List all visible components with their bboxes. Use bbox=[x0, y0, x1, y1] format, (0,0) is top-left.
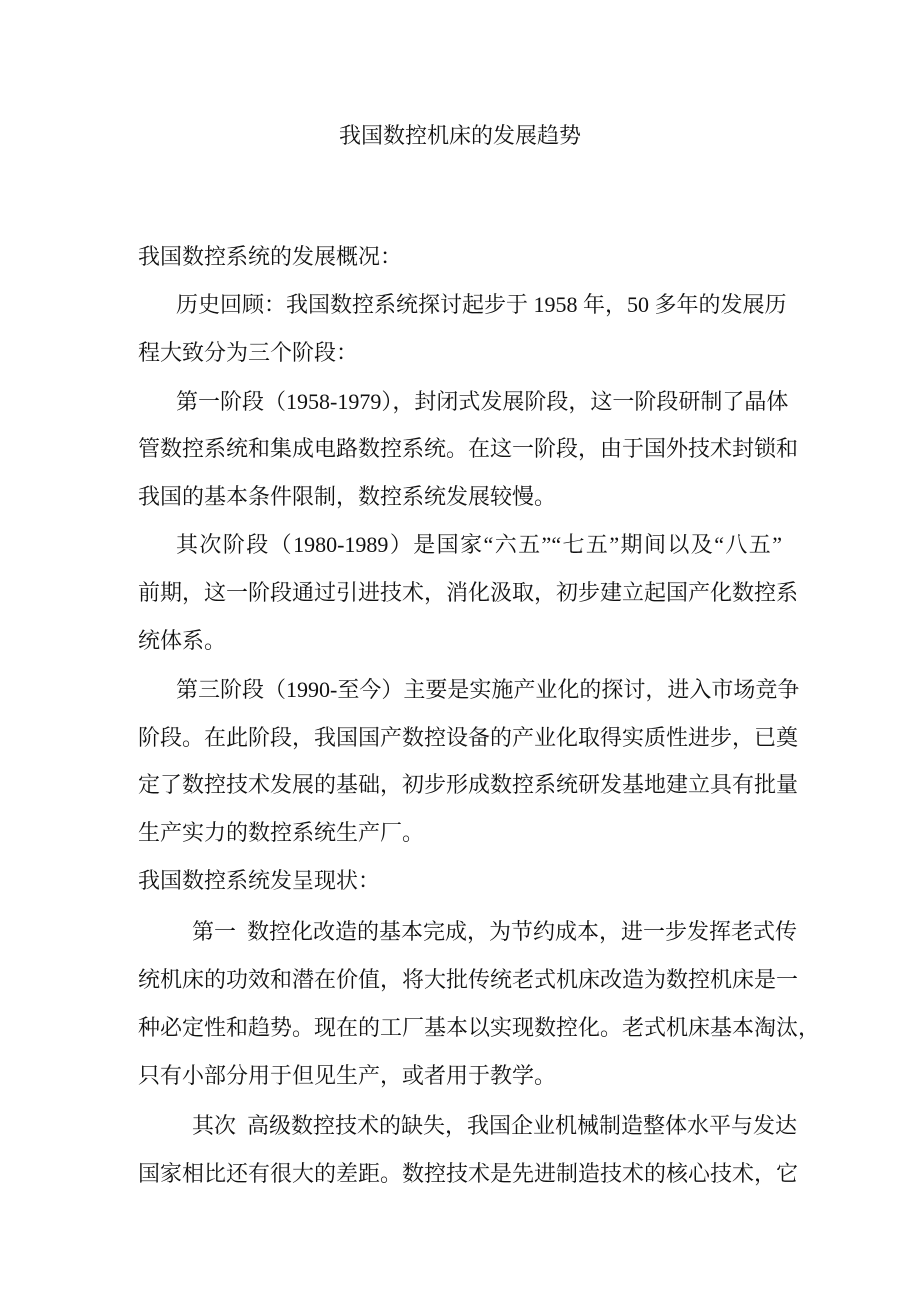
text-line: 定了数控技术发展的基础，初步形成数控系统研发基地建立具有批量 bbox=[138, 772, 799, 797]
text-line: 生产实力的数控系统生产厂。 bbox=[138, 820, 425, 845]
document-title: 我国数控机床的发展趋势 bbox=[338, 123, 581, 148]
text-line: 第一阶段（1958-1979），封闭式发展阶段，这一阶段研制了晶体 bbox=[176, 389, 789, 414]
text-line: 统体系。 bbox=[138, 628, 227, 653]
section-heading: 我国数控系统发呈现状： bbox=[138, 868, 381, 893]
text-line: 第三阶段（1990-至今）主要是实施产业化的探讨，进入市场竞争 bbox=[176, 677, 800, 702]
text-line: 第一 数控化改造的基本完成，为节约成本，进一步发挥老式传 bbox=[192, 919, 798, 944]
text-line: 其次阶段（1980-1989）是国家“六五”“七五”期间以及“八五” bbox=[176, 532, 782, 557]
text-line: 程大致分为三个阶段： bbox=[138, 340, 359, 365]
text-line: 只有小部分用于但见生产，或者用于教学。 bbox=[138, 1063, 557, 1088]
text-line: 前期，这一阶段通过引进技术，消化汲取，初步建立起国产化数控系 bbox=[138, 580, 799, 605]
text-line: 历史回顾：我国数控系统探讨起步于 1958 年，50 多年的发展历 bbox=[176, 292, 787, 317]
text-line: 国家相比还有很大的差距。数控技术是先进制造技术的核心技术，它 bbox=[138, 1161, 799, 1186]
text-line: 其次 高级数控技术的缺失，我国企业机械制造整体水平与发达 bbox=[192, 1113, 798, 1138]
text-line: 阶段。在此阶段，我国国产数控设备的产业化取得实质性进步，已奠 bbox=[138, 725, 799, 750]
text-line: 管数控系统和集成电路数控系统。在这一阶段，由于国外技术封锁和 bbox=[138, 436, 799, 461]
text-line: 种必定性和趋势。现在的工厂基本以实现数控化。老式机床基本淘汰， bbox=[138, 1015, 821, 1040]
section-heading: 我国数控系统的发展概况： bbox=[138, 244, 403, 269]
text-line: 我国的基本条件限制，数控系统发展较慢。 bbox=[138, 484, 557, 509]
text-line: 统机床的功效和潜在价值，将大批传统老式机床改造为数控机床是一 bbox=[138, 967, 799, 992]
